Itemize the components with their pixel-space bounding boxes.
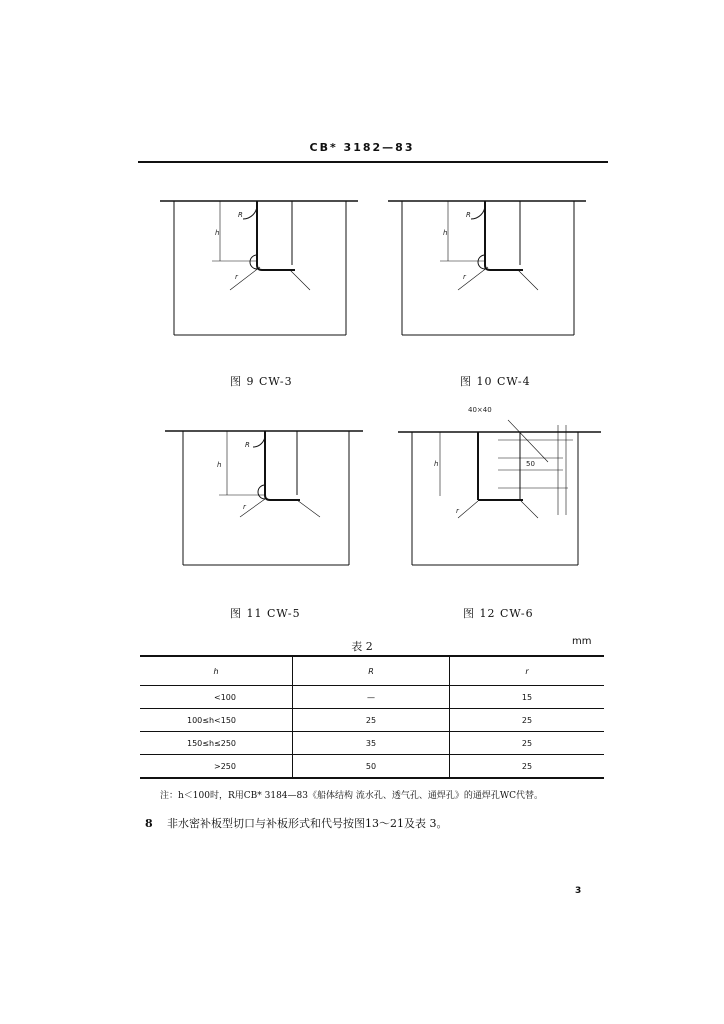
cell-R: 50 bbox=[293, 755, 450, 779]
dim-r-label: r bbox=[463, 273, 466, 281]
figure-9-drawing bbox=[160, 195, 360, 345]
table-row bbox=[140, 686, 604, 709]
page-header: CB* 3182—83 bbox=[309, 141, 415, 154]
table-2-unit: mm bbox=[572, 636, 592, 647]
cell-R: 35 bbox=[293, 732, 450, 755]
table-row bbox=[140, 732, 604, 755]
col-header-r: r bbox=[450, 656, 605, 686]
cell-r: 25 bbox=[450, 755, 605, 779]
dim-h-label: h bbox=[217, 461, 222, 469]
col-header-R: R bbox=[293, 656, 450, 686]
dim-r-label: r bbox=[456, 507, 459, 515]
page-number: 3 bbox=[575, 886, 582, 896]
cell-h: 150≤h≤250 bbox=[186, 738, 236, 748]
dim-r-label: r bbox=[235, 273, 238, 281]
cell-h: >250 bbox=[214, 761, 236, 771]
section-text: 非水密补板型切口与补板形式和代号按图13～21及表 3。 bbox=[167, 817, 448, 830]
figure-10-caption: 图 10 CW-4 bbox=[460, 375, 531, 388]
dim-h-label: h bbox=[434, 460, 439, 468]
figure-12-drawing bbox=[398, 400, 603, 575]
figure-11-drawing bbox=[165, 425, 365, 575]
table-row bbox=[140, 709, 604, 732]
section-number: 8 bbox=[145, 817, 153, 830]
figure-12-caption: 图 12 CW-6 bbox=[463, 607, 534, 620]
cell-R: — bbox=[293, 686, 450, 709]
cell-r: 25 bbox=[450, 709, 605, 732]
table-row bbox=[140, 755, 604, 779]
cell-r: 15 bbox=[450, 686, 605, 709]
dim-40x40-label: 40×40 bbox=[468, 406, 492, 414]
figure-11-caption: 图 11 CW-5 bbox=[230, 607, 301, 620]
dim-h-label: h bbox=[215, 229, 220, 237]
table-note: 注：h＜100时，R用CB* 3184—83《船体结构 流水孔、透气孔、通焊孔》的通焊孔WC代替。 bbox=[160, 791, 543, 801]
dim-R-label: R bbox=[245, 441, 250, 449]
figure-9-caption: 图 9 CW-3 bbox=[230, 375, 293, 388]
table-2-title: 表 2 bbox=[351, 640, 373, 653]
dim-50-label: 50 bbox=[526, 460, 535, 468]
cell-h: <100 bbox=[214, 692, 236, 702]
section-8 bbox=[145, 815, 448, 831]
dim-h-label: h bbox=[443, 229, 448, 237]
cell-h: 100≤h<150 bbox=[186, 715, 236, 725]
dim-R-label: R bbox=[466, 211, 471, 219]
col-header-h: h bbox=[213, 666, 219, 676]
cell-R: 25 bbox=[293, 709, 450, 732]
cell-r: 25 bbox=[450, 732, 605, 755]
dim-R-label: R bbox=[238, 211, 243, 219]
dim-r-label: r bbox=[243, 503, 246, 511]
table-2 bbox=[140, 655, 604, 779]
header-rule bbox=[138, 161, 608, 163]
figure-10-drawing bbox=[388, 195, 588, 345]
table-header-row bbox=[140, 656, 604, 686]
